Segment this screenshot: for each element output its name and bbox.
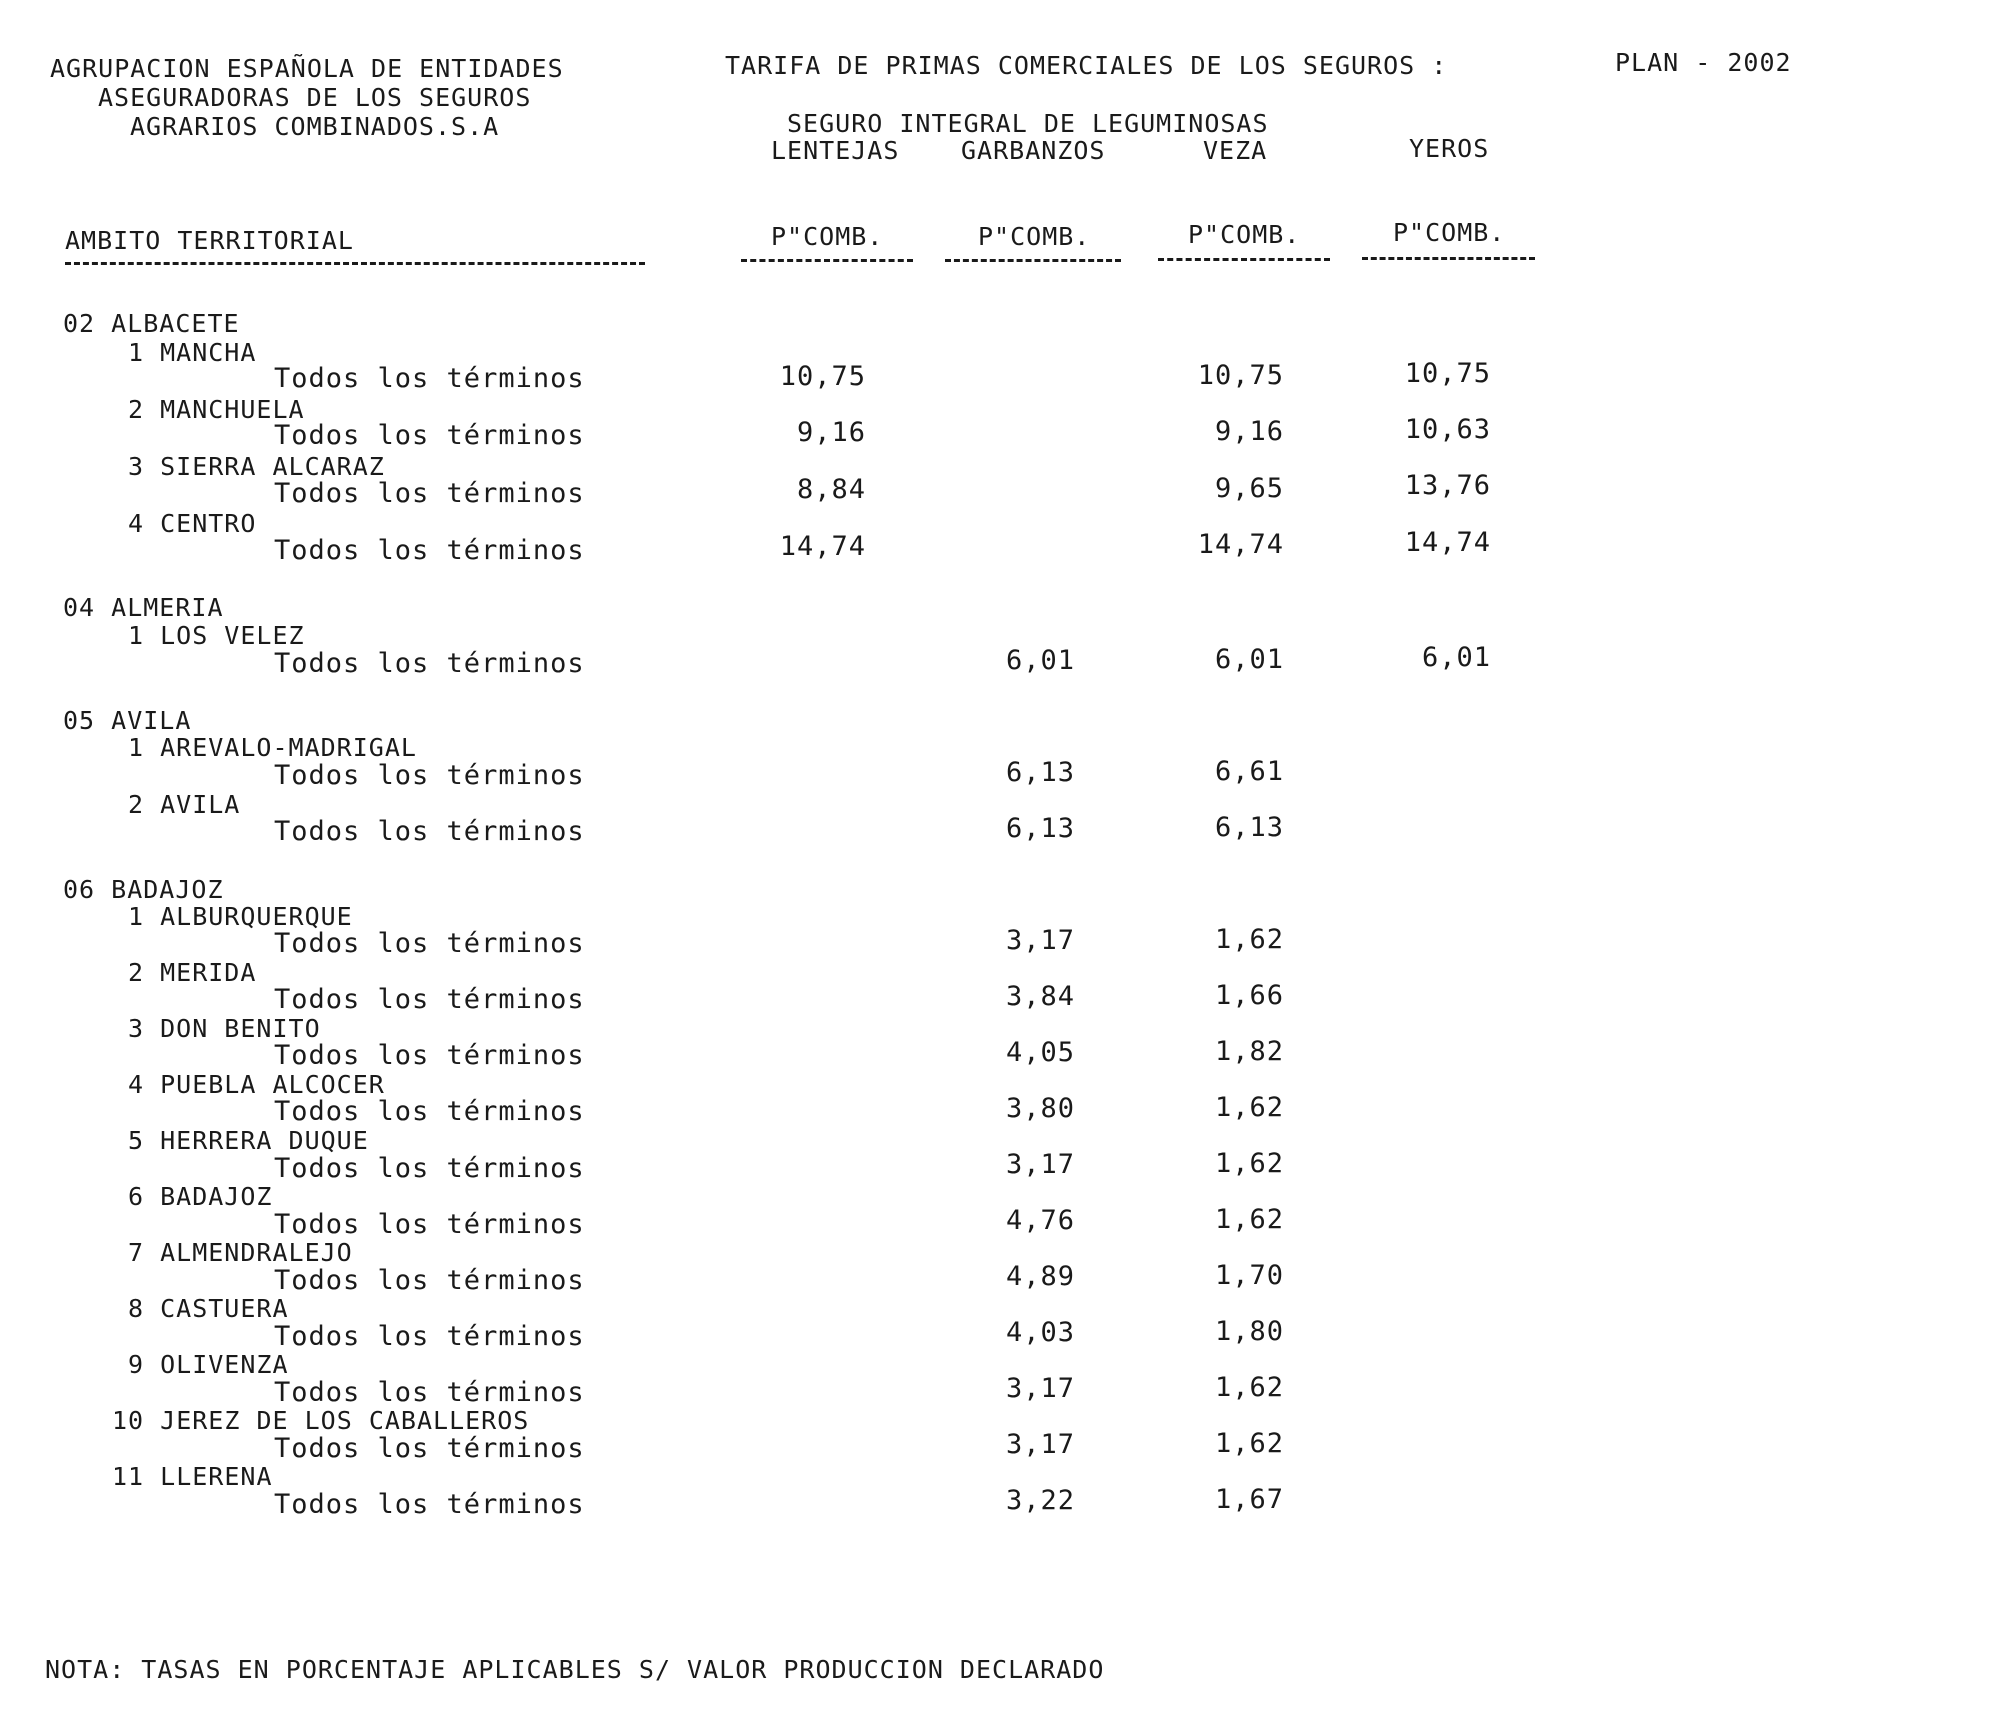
- zone-terms: Todos los términos: [274, 478, 585, 509]
- document-title: TARIFA DE PRIMAS COMERCIALES DE LOS SEGUROS :: [725, 51, 1448, 80]
- zone-name: 4 CENTRO: [128, 509, 257, 538]
- value-yeros: 13,76: [1404, 470, 1491, 501]
- zone-name: 1 MANCHA: [128, 338, 257, 367]
- value-garbanzos: 6,13: [1005, 757, 1075, 788]
- province-avila: 05 AVILA: [63, 706, 192, 735]
- value-yeros: 14,74: [1404, 527, 1491, 558]
- value-veza: 6,13: [1214, 812, 1284, 843]
- zone-terms: Todos los términos: [274, 1265, 585, 1296]
- value-garbanzos: 3,17: [1005, 1373, 1075, 1404]
- value-lentejas: 14,74: [779, 531, 866, 562]
- zone-name: 6 BADAJOZ: [128, 1182, 273, 1211]
- value-veza: 1,82: [1214, 1036, 1284, 1067]
- zone-name: 11 LLERENA: [112, 1462, 273, 1491]
- value-garbanzos: 6,13: [1005, 813, 1075, 844]
- zone-terms: Todos los términos: [274, 760, 585, 791]
- value-veza: 9,16: [1214, 416, 1284, 447]
- value-lentejas: 9,16: [796, 417, 866, 448]
- zone-terms: Todos los términos: [274, 1040, 585, 1071]
- crop-header-yeros: YEROS: [1409, 134, 1490, 163]
- insurance-subtitle: SEGURO INTEGRAL DE LEGUMINOSAS: [787, 109, 1269, 138]
- crop-header-lentejas: LENTEJAS: [771, 136, 900, 165]
- header-separator-veza: [1158, 258, 1330, 261]
- header-separator-ambito: [65, 262, 645, 265]
- zone-terms: Todos los términos: [274, 1321, 585, 1352]
- zone-name: 3 DON BENITO: [128, 1014, 321, 1043]
- value-veza: 1,62: [1214, 1092, 1284, 1123]
- zone-terms: Todos los términos: [274, 1489, 585, 1520]
- value-lentejas: 10,75: [779, 361, 866, 392]
- zone-terms: Todos los términos: [274, 1433, 585, 1464]
- zone-terms: Todos los términos: [274, 1096, 585, 1127]
- zone-terms: Todos los términos: [274, 1209, 585, 1240]
- value-garbanzos: 4,03: [1005, 1317, 1075, 1348]
- value-veza: 6,61: [1214, 756, 1284, 787]
- value-veza: 10,75: [1197, 360, 1284, 391]
- zone-name: 9 OLIVENZA: [128, 1350, 289, 1379]
- value-garbanzos: 3,17: [1005, 1149, 1075, 1180]
- org-name-line-1: AGRUPACION ESPAÑOLA DE ENTIDADES: [50, 54, 564, 83]
- zone-terms: Todos los términos: [274, 363, 585, 394]
- zone-name: 2 MANCHUELA: [128, 395, 305, 424]
- header-separator-lentejas: [741, 259, 913, 262]
- zone-terms: Todos los términos: [274, 928, 585, 959]
- zone-name: 1 AREVALO-MADRIGAL: [128, 733, 417, 762]
- plan-year: PLAN - 2002: [1615, 48, 1792, 77]
- org-name-line-3: AGRARIOS COMBINADOS.S.A: [130, 112, 500, 141]
- zone-terms: Todos los términos: [274, 984, 585, 1015]
- value-veza: 1,80: [1214, 1316, 1284, 1347]
- crop-header-garbanzos: GARBANZOS: [961, 136, 1106, 165]
- province-albacete: 02 ALBACETE: [63, 309, 240, 338]
- zone-name: 5 HERRERA DUQUE: [128, 1126, 369, 1155]
- zone-name: 8 CASTUERA: [128, 1294, 289, 1323]
- value-veza: 1,62: [1214, 1204, 1284, 1235]
- value-veza: 1,62: [1214, 1372, 1284, 1403]
- value-yeros: 10,75: [1404, 358, 1491, 389]
- value-garbanzos: 4,89: [1005, 1261, 1075, 1292]
- zone-terms: Todos los términos: [274, 648, 585, 679]
- value-garbanzos: 3,80: [1005, 1093, 1075, 1124]
- province-badajoz: 06 BADAJOZ: [63, 875, 224, 904]
- ambito-territorial-header: AMBITO TERRITORIAL: [65, 226, 354, 255]
- value-veza: 14,74: [1197, 529, 1284, 560]
- value-veza: 9,65: [1214, 473, 1284, 504]
- value-lentejas: 8,84: [796, 474, 866, 505]
- zone-terms: Todos los términos: [274, 1153, 585, 1184]
- value-garbanzos: 3,17: [1005, 925, 1075, 956]
- premium-header-yeros: P"COMB.: [1393, 218, 1506, 247]
- zone-name: 1 ALBURQUERQUE: [128, 902, 353, 931]
- premium-header-lentejas: P"COMB.: [771, 222, 884, 251]
- zone-name: 7 ALMENDRALEJO: [128, 1238, 353, 1267]
- value-garbanzos: 3,22: [1005, 1485, 1075, 1516]
- zone-name: 2 AVILA: [128, 790, 241, 819]
- value-garbanzos: 4,05: [1005, 1037, 1075, 1068]
- zone-terms: Todos los términos: [274, 1377, 585, 1408]
- header-separator-garbanzos: [945, 259, 1121, 262]
- value-yeros: 6,01: [1421, 642, 1491, 673]
- value-veza: 1,67: [1214, 1484, 1284, 1515]
- footer-note: NOTA: TASAS EN PORCENTAJE APLICABLES S/ VALOR PRODUCCION DECLARADO: [45, 1655, 1105, 1684]
- value-garbanzos: 4,76: [1005, 1205, 1075, 1236]
- value-veza: 1,70: [1214, 1260, 1284, 1291]
- value-veza: 1,62: [1214, 1148, 1284, 1179]
- org-name-line-2: ASEGURADORAS DE LOS SEGUROS: [98, 83, 532, 112]
- value-garbanzos: 3,17: [1005, 1429, 1075, 1460]
- value-veza: 1,62: [1214, 1428, 1284, 1459]
- zone-terms: Todos los términos: [274, 816, 585, 847]
- zone-terms: Todos los términos: [274, 535, 585, 566]
- zone-name: 1 LOS VELEZ: [128, 621, 305, 650]
- zone-terms: Todos los términos: [274, 420, 585, 451]
- value-garbanzos: 6,01: [1005, 645, 1075, 676]
- value-garbanzos: 3,84: [1005, 981, 1075, 1012]
- zone-name: 4 PUEBLA ALCOCER: [128, 1070, 385, 1099]
- zone-name: 2 MERIDA: [128, 958, 257, 987]
- value-yeros: 10,63: [1404, 414, 1491, 445]
- zone-name: 3 SIERRA ALCARAZ: [128, 452, 385, 481]
- premium-header-garbanzos: P"COMB.: [978, 222, 1091, 251]
- crop-header-veza: VEZA: [1203, 136, 1268, 165]
- province-almeria: 04 ALMERIA: [63, 593, 224, 622]
- header-separator-yeros: [1362, 257, 1535, 260]
- premium-header-veza: P"COMB.: [1188, 220, 1301, 249]
- zone-name: 10 JEREZ DE LOS CABALLEROS: [112, 1406, 530, 1435]
- value-veza: 1,62: [1214, 924, 1284, 955]
- value-veza: 1,66: [1214, 980, 1284, 1011]
- value-veza: 6,01: [1214, 644, 1284, 675]
